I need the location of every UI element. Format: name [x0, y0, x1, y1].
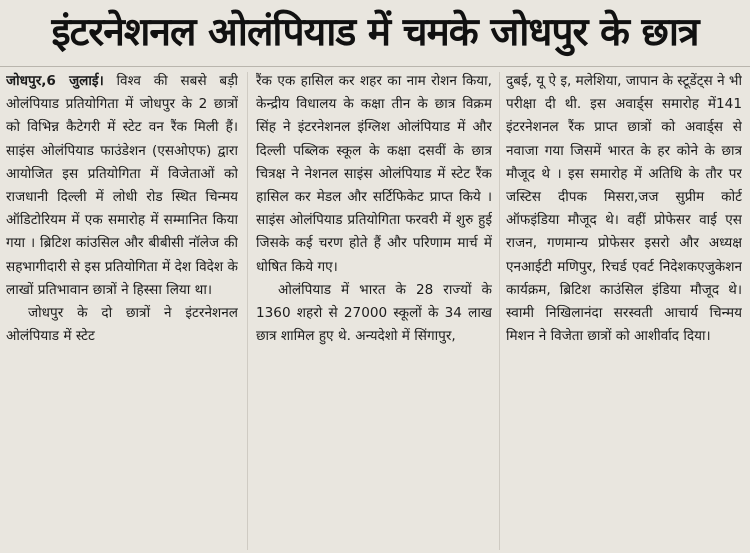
paragraph — [6, 70, 238, 302]
article-column-2 — [256, 70, 492, 553]
paragraph: ओलंपियाड में भारत के 28 राज्यों के 1360 शहरो से 27000 स्कूलों के 34 लाख छात्र शामिल हुए थे. अन्यदेशो में सिंगापुर, — [256, 281, 492, 345]
dateline: जोधपुर,6 जुलाई। — [6, 73, 104, 89]
column-divider — [499, 72, 500, 550]
headline-divider — [0, 66, 750, 67]
headline: इंटरनेशनल ओलंपियाड में चमके जोधपुर के छात्र — [51, 10, 699, 55]
article-column-3 — [506, 70, 742, 553]
article-column-1 — [6, 70, 238, 553]
paragraph: रैंक एक हासिल कर शहर का नाम रोशन किया, केन्द्रीय विधालय के कक्षा तीन के छात्र विक्रम सिंह ने इंटरनेशनल इंग्लिश ओलंपियाड में और दिल्ली पब्लिक स्कूल के कक्षा दसवीं के छात्र चित्रक्ष ने नेशनल साइंस ओलंपियाड में स्टेट रैंक हासिल कर मेडल और सर्टिफिकेट प्राप्त किये । साइंस ओलंपियाड प्रतियोगिता फरवरी में शुरु हुई जिसके कई चरण होते हैं और परिणाम मार्च में धोषित किये गए। — [256, 73, 492, 275]
paragraph: दुबई, यू ऐ इ, मलेशिया, जापान के स्टूडेंट्स ने भी परीक्षा दी थी. इस अवार्ड्स समारोह में141 इंटरनेशनल रैंक प्राप्त छात्रों को अवार्ड्स से नवाजा गया जिसमें भारत के हर कोने के छात्र मौजूद थे । इस समारोह में अतिथि के तौर पर जस्टिस दीपक मिसरा,जज सुप्रीम कोर्ट ऑफइंडिया मौजूद थे। वहीं प्रोफेसर वाई एस राजन, गणमान्य प्रोफेसर इसरो और अध्यक्ष एनआईटी मणिपुर, रिचर्ड एवर्ट निदेशकएजुकेशन कार्यक्रम, ब्रिटिश काउंसिल इंडिया मौजूद थे। स्वामी निखिलानंदा सरस्वती आचार्य चिन्मय मिशन ने विजेता छात्रों को आशीर्वाद दिया। — [506, 73, 742, 345]
paragraph-text: विश्व की सबसे बड़ी ओलंपियाड प्रतियोगिता में जोधपुर के 2 छात्रों को विभिन्न कैटेगरी में स्टेट वन रैंक मिली हैं। साइंस ओलंपियाड फाउंडेशन (एसओएफ) द्वारा आयोजित इस प्रतियोगिता में विजेताओं को राजधानी दिल्ली में लोधी रोड स्थित चिन्मय ऑडिटोरियम में एक समारोह में सम्मानित किया गया । ब्रिटिश कांउसिल और बीबीसी नॉलेज की सहभागीदारी से इस प्रतियोगिता में देश विदेश के लाखों प्रतिभावान छात्रों ने हिस्सा लिया था। — [6, 73, 238, 298]
paragraph: जोधपुर के दो छात्रों ने इंटरनेशनल ओलंपियाड में स्टेट — [6, 305, 238, 345]
column-divider — [247, 72, 248, 550]
